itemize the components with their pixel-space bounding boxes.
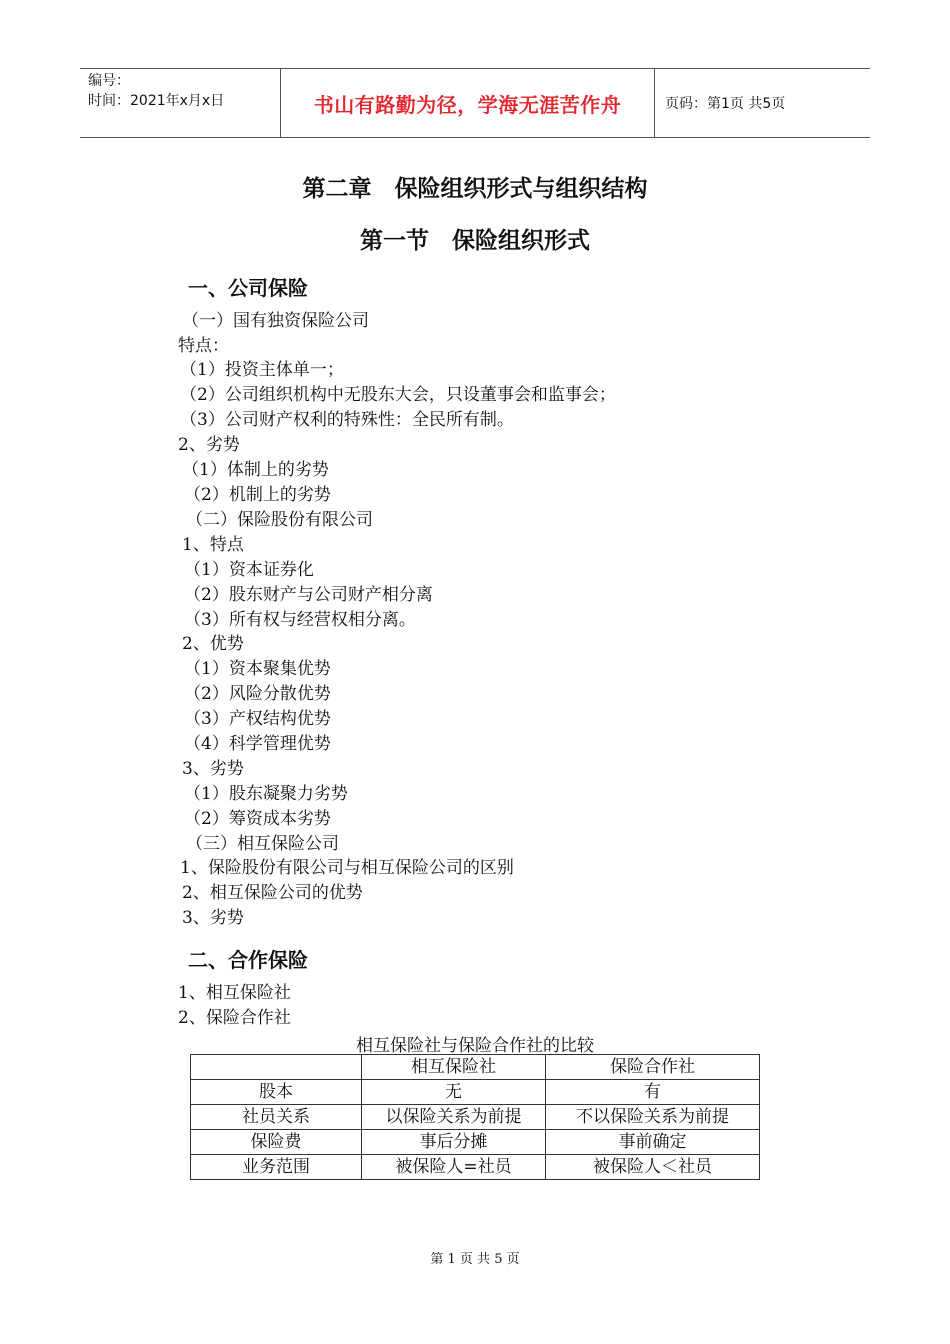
text-line: 3、劣势	[182, 759, 244, 779]
text-line: （1）体制上的劣势	[182, 460, 329, 480]
table-cell: 业务范围	[191, 1155, 362, 1180]
text-line: （3）产权结构优势	[184, 709, 331, 729]
table-cell: 被保险人＜社员	[546, 1155, 760, 1180]
table-header-cell: 保险合作社	[546, 1055, 760, 1080]
table-cell: 社员关系	[191, 1105, 362, 1130]
text-line: （1）资本聚集优势	[184, 659, 331, 679]
text-line: 2、保险合作社	[178, 1008, 291, 1028]
text-line: （3）所有权与经营权相分离。	[184, 610, 416, 630]
chapter-title: 第二章 保险组织形式与组织结构	[302, 176, 648, 202]
text-line: （二）保险股份有限公司	[186, 510, 373, 530]
text-line: 2、优势	[182, 634, 244, 654]
page-footer: 第 1 页 共 5 页	[430, 1252, 520, 1267]
text-line: （3）公司财产权利的特殊性：全民所有制。	[180, 410, 514, 430]
text-line: （1）投资主体单一；	[180, 360, 344, 380]
comparison-table	[190, 1054, 760, 1180]
table-cell: 无	[362, 1080, 546, 1105]
table-row	[191, 1080, 760, 1105]
text-line: （4）科学管理优势	[184, 734, 331, 754]
text-line: 1、保险股份有限公司与相互保险公司的区别	[180, 858, 514, 878]
text-line: （1）股东凝聚力劣势	[184, 784, 348, 804]
table-row	[191, 1155, 760, 1180]
text-line: （1）资本证券化	[184, 560, 314, 580]
header-motto: 书山有路勤为径，学海无涯苦作舟	[281, 69, 655, 137]
text-line: 特点：	[178, 336, 229, 356]
table-header-row	[191, 1055, 760, 1080]
table-row	[191, 1105, 760, 1130]
table-cell: 以保险关系为前提	[362, 1105, 546, 1130]
table-header-cell	[191, 1055, 362, 1080]
part2-heading: 二、合作保险	[188, 948, 308, 972]
time-label: 时间：2021年x月x日	[88, 93, 225, 109]
table-row	[191, 1130, 760, 1155]
table-cell: 保险费	[191, 1130, 362, 1155]
text-line: （三）相互保险公司	[186, 834, 339, 854]
part1-heading: 一、公司保险	[188, 276, 308, 300]
document-header	[80, 68, 870, 138]
number-label: 编号：	[88, 73, 130, 89]
text-line: （2）筹资成本劣势	[184, 809, 331, 829]
text-line: （2）股东财产与公司财产相分离	[184, 585, 433, 605]
text-line: （2）公司组织机构中无股东大会，只设董事会和监事会；	[180, 385, 616, 405]
table-cell: 不以保险关系为前提	[546, 1105, 760, 1130]
text-line: 1、相互保险社	[178, 983, 291, 1003]
table-header-cell: 相互保险社	[362, 1055, 546, 1080]
text-line: （一）国有独资保险公司	[182, 311, 369, 331]
text-line: 2、相互保险公司的优势	[182, 883, 363, 903]
text-line: 2、劣势	[178, 435, 240, 455]
section-title: 第一节 保险组织形式	[360, 228, 590, 254]
table-cell: 被保险人=社员	[362, 1155, 546, 1180]
text-line: 3、劣势	[182, 908, 244, 928]
table-cell: 股本	[191, 1080, 362, 1105]
text-line: （2）风险分散优势	[184, 684, 331, 704]
table-caption: 相互保险社与保险合作社的比较	[356, 1036, 594, 1056]
table-cell: 有	[546, 1080, 760, 1105]
header-meta	[80, 69, 281, 137]
table-cell: 事前确定	[546, 1130, 760, 1155]
text-line: （2）机制上的劣势	[184, 485, 331, 505]
text-line: 1、特点	[182, 535, 244, 555]
table-cell: 事后分摊	[362, 1130, 546, 1155]
header-page-info: 页码：第1页 共5页	[665, 96, 786, 112]
